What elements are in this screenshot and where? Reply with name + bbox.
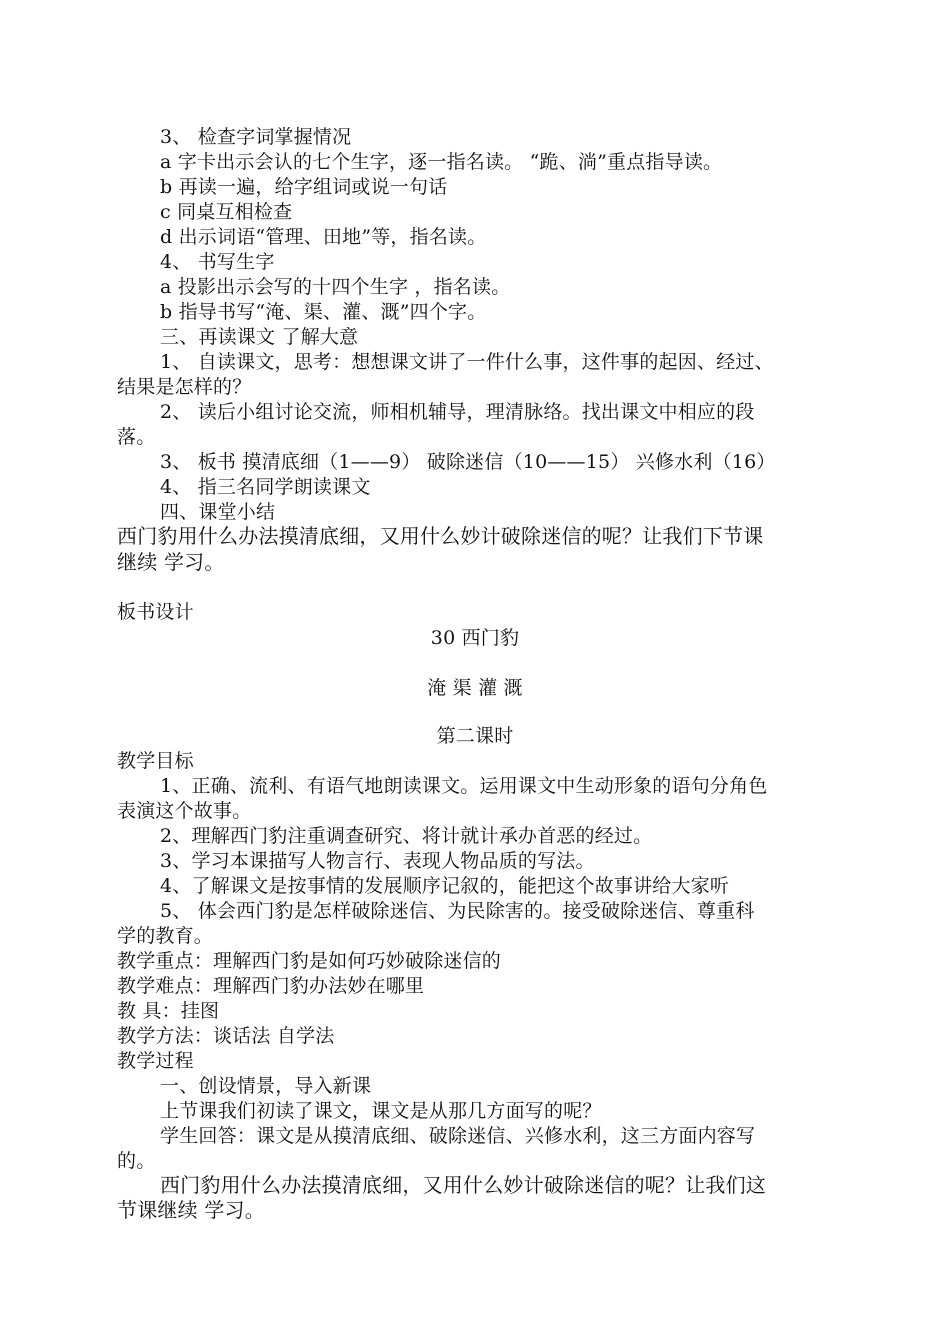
part-3-heading: 三、再读课文 了解大意 (160, 326, 359, 348)
board-design-label: 板书设计 (117, 601, 194, 623)
step-3d: d 出示词语“管理、田地”等，指名读。 (160, 226, 487, 248)
board-title: 30 西门豹 (430, 627, 520, 649)
teaching-tools: 教 具：挂图 (117, 1000, 220, 1022)
key-point: 教学重点：理解西门豹是如何巧妙破除迷信的 (117, 950, 502, 972)
board-characters: 淹 渠 灌 溉 (427, 677, 523, 699)
step-3c: c 同桌互相检查 (160, 201, 293, 223)
process-heading: 教学过程 (117, 1050, 194, 1072)
difficulty: 教学难点：理解西门豹办法妙在哪里 (117, 975, 425, 997)
part-3-item-1b: 结果是怎样的？ (117, 376, 252, 398)
step-4-heading: 4、 书写生字 (160, 251, 275, 273)
part-3-item-1a: 1、 自读课文，思考：想想课文讲了一件什么事，这件事的起因、经过、 (160, 351, 774, 373)
goal-5a: 5、 体会西门豹是怎样破除迷信、为民除害的。接受破除迷信、尊重科 (160, 900, 755, 922)
part-3-item-3: 3、 板书 摸清底细（1——9） 破除迷信（10——15） 兴修水利（16） (160, 451, 776, 473)
transition-b: 节课继续 学习。 (117, 1198, 265, 1222)
step-4a: a 投影出示会写的十四个生字 ，指名读。 (160, 276, 511, 298)
part-3-item-2b: 落。 (117, 426, 156, 448)
summary-line-2: 继续 学习。 (117, 550, 225, 574)
teaching-methods: 教学方法：谈话法 自学法 (117, 1025, 335, 1047)
process-part-1: 一、创设情景，导入新课 (160, 1075, 372, 1097)
goal-1a: 1、正确、流利、有语气地朗读课文。运用课文中生动形象的语句分角色 (160, 775, 768, 797)
student-answer-b: 的。 (117, 1150, 156, 1172)
goal-5b: 学的教育。 (117, 925, 214, 947)
goals-heading: 教学目标 (117, 750, 194, 772)
part-3-item-2a: 2、 读后小组讨论交流，师相机辅导，理清脉络。找出课文中相应的段 (160, 401, 755, 423)
goal-2: 2、理解西门豹注重调查研究、将计就计承办首恶的经过。 (160, 825, 653, 847)
step-3-heading: 3、 检查字词掌握情况 (160, 126, 352, 148)
part-4-heading: 四、课堂小结 (160, 501, 276, 523)
transition-a: 西门豹用什么办法摸清底细，又用什么妙计破除迷信的呢？让我们这 (160, 1173, 766, 1197)
part-3-item-4: 4、 指三名同学朗读课文 (160, 476, 371, 498)
summary-line-1: 西门豹用什么办法摸清底细，又用什么妙计破除迷信的呢？让我们下节课 (117, 524, 764, 548)
step-3a: a 字卡出示会认的七个生字，逐一指名读。 “跪、淌”重点指导读。 (160, 151, 723, 173)
process-question: 上节课我们初读了课文，课文是从那几方面写的呢？ (160, 1100, 602, 1122)
goal-4: 4、了解课文是按事情的发展顺序记叙的，能把这个故事讲给大家听 (160, 875, 730, 897)
lesson-title: 第二课时 (436, 725, 514, 747)
step-4b: b 指导书写“淹、渠、灌、溉”四个字。 (160, 301, 487, 323)
goal-3: 3、学习本课描写人物言行、表现人物品质的写法。 (160, 850, 595, 872)
student-answer-a: 学生回答：课文是从摸清底细、破除迷信、兴修水利，这三方面内容写 (160, 1125, 756, 1147)
goal-1b: 表演这个故事。 (117, 800, 252, 822)
step-3b: b 再读一遍，给字组词或说一句话 (160, 176, 448, 198)
